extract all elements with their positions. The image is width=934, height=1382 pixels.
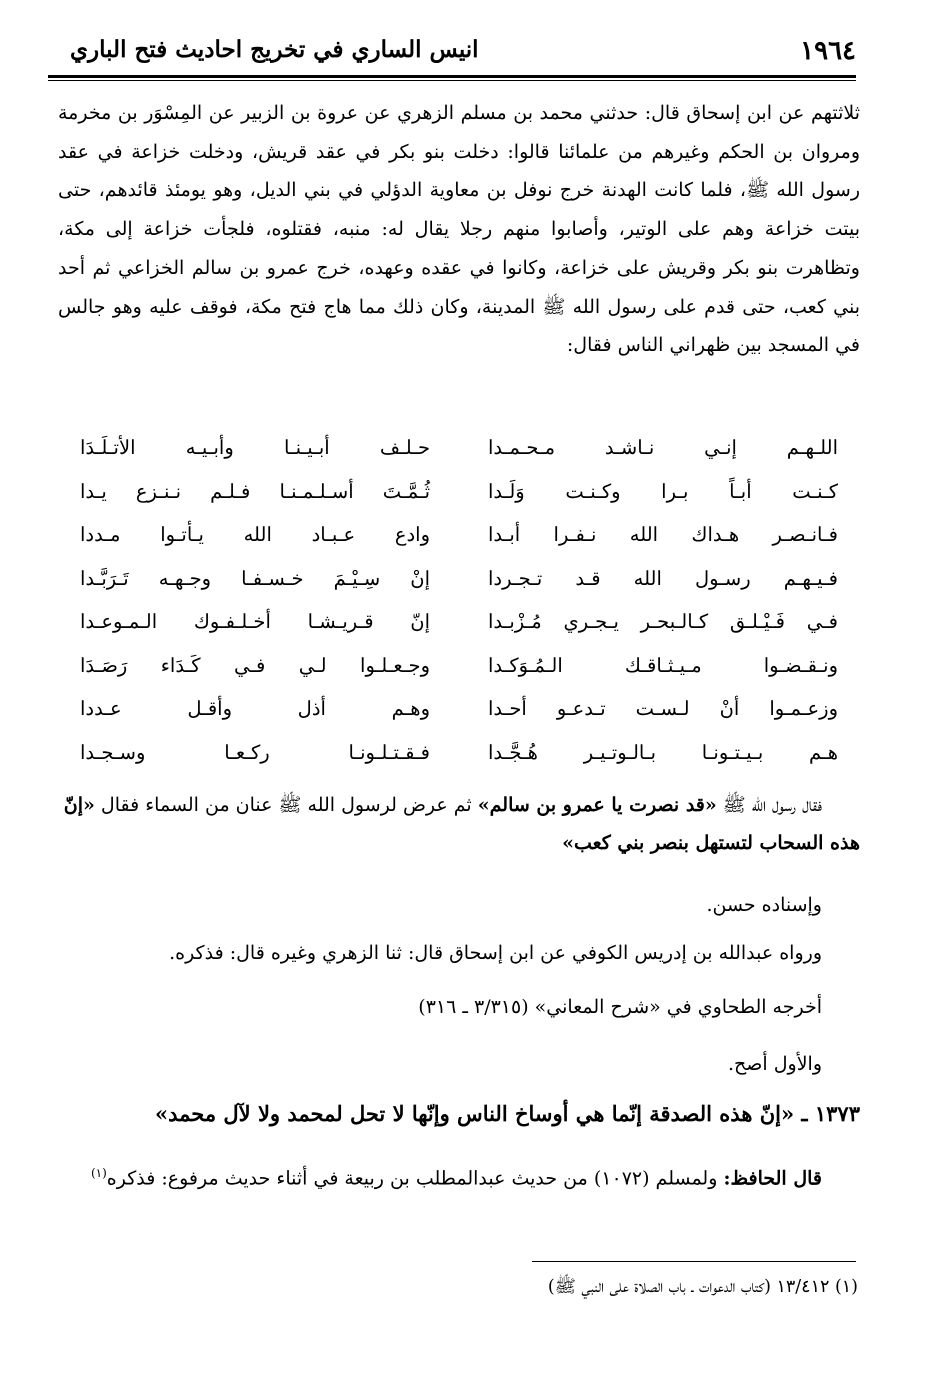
hadith-1373-title: ١٣٧٣ ـ «إنّ هذه الصدقة إنّما هي أوساخ الناس وإنّها لا تحل لمحمد ولا لآل محمد»	[155, 1101, 860, 1126]
header-rule	[48, 75, 856, 78]
takhrij-text: أخرجه الطحاوي في «شرح المعاني» (٣/٣١٥ ـ ٣١٦)	[418, 996, 822, 1018]
page-number: ١٩٦٤	[800, 36, 856, 66]
poem-verse	[80, 426, 838, 470]
response-middle: ثم عرض لرسول الله ﷺ عنان من السماء فقال	[100, 794, 472, 816]
poem	[80, 426, 838, 774]
isnad-grading	[56, 893, 860, 918]
second-hemistich: فـقـتـلـونـا ركـعـا وسـجـدا	[80, 740, 430, 764]
isnad-text: وإسناده حسن.	[706, 894, 822, 916]
poem-verse	[80, 470, 838, 514]
second-hemistich: وادع عـبـاد الله يـأتـوا مـددا	[80, 523, 430, 547]
prophet-response	[56, 786, 860, 862]
first-hemistich: كـنـت أبـاً بـرا وكـنـت وَلَـدا	[488, 479, 838, 503]
page-header	[70, 36, 856, 70]
first-hemistich: فـي فَـيْـلـق كـالـبحـر يـجـري مُـزْبـدا	[488, 610, 838, 634]
poem-verse	[80, 557, 838, 601]
hafiz-comment	[56, 1153, 860, 1198]
quote-cloud: «إنّ هذه السحاب لتستهل بنصر بني كعب»	[63, 794, 860, 854]
hafiz-label: قال الحافظ:	[723, 1167, 822, 1190]
second-hemistich: وجـعـلـوا لـي فـي كَـدَاء رَصَـدَا	[80, 653, 430, 677]
header-rule-thin	[48, 80, 856, 81]
preference-note	[56, 1052, 860, 1077]
footnote-separator	[532, 1261, 856, 1262]
first-hemistich: فـيـهـم رسـول الله قـد تـجـردا	[488, 566, 838, 590]
preference-text: والأول أصح.	[727, 1053, 822, 1075]
hafiz-text: ولمسلم (١٠٧٢) من حديث عبدالمطلب بن ربيعة في أثناء حديث مرفوع: فذكره	[106, 1167, 718, 1190]
first-hemistich: فـانـصـر هـداك الله نـفـرا أبـدا	[488, 523, 838, 547]
poem-verse	[80, 644, 838, 688]
hadith-heading	[56, 1100, 860, 1128]
alternate-narration-text: ورواه عبدالله بن إدريس الكوفي عن ابن إسحاق قال: ثنا الزهري وغيره قال: فذكره.	[169, 942, 822, 964]
alternate-narration	[56, 941, 860, 966]
footnote-marker[interactable]: (١)	[90, 1166, 107, 1180]
poem-verse	[80, 600, 838, 644]
second-hemistich: وهـم أذل وأقـل عـددا	[80, 697, 430, 721]
running-title: انيس الساري في تخريج احاديث فتح الباري	[70, 36, 479, 63]
footnote-text: (١) ١٣/٤١٢ (كتاب الدعوات ـ باب الصلاة على النبي ﷺ)	[547, 1277, 858, 1297]
first-hemistich: وزعـمـوا أنْ لـسـت تـدعـو أحـدا	[488, 697, 838, 721]
poem-verse	[80, 731, 838, 775]
second-hemistich: حـلـف أبـيـنـا وأبـيـه الأتـلَـدَا	[80, 436, 430, 460]
narrative-text: ثلاثتهم عن ابن إسحاق قال: حدثني محمد بن مسلم الزهري عن عروة بن الزبير عن المِسْوَر بن مخرمة ومروان بن الحكم وغيرهم من علمائنا قالوا: دخلت بنو بكر في عقد قريش، ودخلت خزاعة في عقد رسول الله ﷺ، فلما كانت الهدنة خرج نوفل بن معاوية الدؤلي في بني الديل، وهو يومئذ قائدهم، حتى بيتت خزاعة وهم على الوتير، وأصابوا منهم رجلا يقال له: منبه، فقتلوه، فلجأت خزاعة إلى مكة، وتظاهرت بنو بكر وقريش على خزاعة، وكانوا في عقده وعهده، خرج عمرو بن سالم الخزاعي ثم أحد بني كعب، حتى قدم على رسول الله ﷺ المدينة، وكان ذلك مما هاج فتح مكة، فوقف عليه وهو جالس في المسجد بين ظهراني الناس فقال:	[58, 102, 860, 357]
second-hemistich: إنْ سِـيْـمَ خـسـفـا وجـهـه تَـرَبَّـدا	[80, 566, 430, 590]
second-hemistich: ثُـمَّـتَ أسـلـمـنـا فـلـم نـنـزع يـدا	[80, 479, 430, 503]
second-hemistich: إنّ قـريـشـا أخـلـفـوك الـمـوعـدا	[80, 610, 430, 634]
first-hemistich: هـم بـيـتـونـا بـالـوتـيـر هُـجَّـدا	[488, 740, 838, 764]
narrative-paragraph	[58, 94, 860, 365]
poem-verse	[80, 513, 838, 557]
footnote	[200, 1275, 858, 1301]
poem-verse	[80, 687, 838, 731]
first-hemistich: اللـهـم إنـي نـاشـد مـحـمـدا	[488, 436, 838, 460]
quote-victory: «قد نصرت يا عمرو بن سالم»	[477, 794, 717, 816]
response-intro: فقال رسول الله ﷺ	[722, 794, 822, 816]
first-hemistich: ونـقـضـوا مـيـثـاقـك الـمُـوَكـدا	[488, 653, 838, 677]
takhrij-line	[56, 995, 860, 1020]
